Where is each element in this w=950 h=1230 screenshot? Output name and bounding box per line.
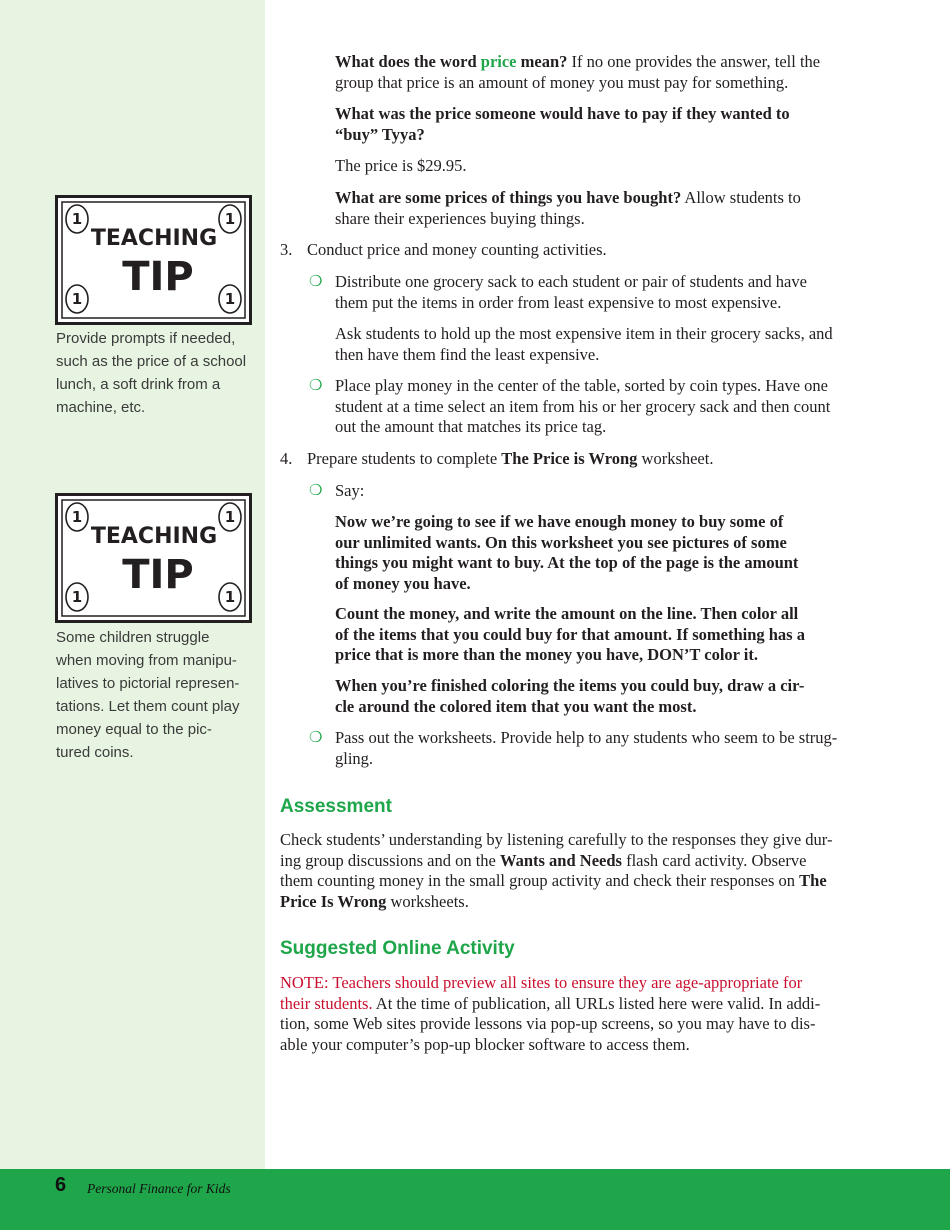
bullet-distribute-sacks: Distribute one grocery sack to each student or pair of students and have them put the items in order from least expensive to most expensive. [335, 272, 807, 312]
badge-line2: TIP [122, 254, 194, 300]
svg-text:1: 1 [71, 508, 83, 526]
ask-students-text: Ask students to hold up the most expensive item in their grocery sacks, and then have them find the least expensive. [335, 324, 833, 364]
assessment-text: Check students’ understanding by listening carefully to the responses they give dur- ing group discussions and on the Wants and Needs flash card activity. Observe them counting money in the small group activity and check their responses on The Price Is Wrong worksheets. [280, 830, 833, 911]
bullet-pass-out: Pass out the worksheets. Provide help to any students who seem to be strug- gling. [335, 728, 838, 768]
bullet-say: Say: [335, 481, 365, 500]
teaching-tip-badge [55, 493, 252, 623]
question-prices-bought: What are some prices of things you have bought? Allow students to share their experiences buying things. [335, 188, 801, 228]
step-number: 4. [280, 449, 293, 468]
step-number: 3. [280, 240, 293, 259]
svg-text:1: 1 [224, 210, 236, 228]
bullet-play-money: Place play money in the center of the table, sorted by coin types. Have one student at a time select an item from his or her grocery sack and then count out the amount that matches its price tag. [335, 376, 831, 436]
badge-line1: TEACHING [90, 524, 218, 549]
question-tyya-price: What was the price someone would have to pay if they wanted to “buy” Tyya? [335, 104, 790, 144]
assessment-heading: Assessment [280, 796, 392, 817]
svg-text:1: 1 [71, 210, 83, 228]
online-activity-text: NOTE: Teachers should preview all sites to ensure they are age-appropriate for their students. At the time of publication, all URLs listed here were valid. In addi- tion, some Web sites provide lessons via pop-up screens, so you may have to dis- able your computer’s pop-up blocker software to access them. [280, 973, 821, 1054]
say-script-2: Count the money, and write the amount on the line. Then color all of the items that you could buy for that amount. If something has a price that is more than the money you have, DON’T color it. [335, 604, 805, 664]
say-script-1: Now we’re going to see if we have enough money to buy some of our unlimited wants. On this worksheet you see pictures of some things you might want to buy. At the top of the page is the amount of money you have. [335, 512, 799, 593]
answer-price: The price is $29.95. [335, 156, 467, 175]
question-price-meaning: What does the word price mean? If no one provides the answer, tell the group that price is an amount of money you must pay for something. [335, 52, 821, 92]
bullet-icon: ❍ [309, 274, 323, 290]
bullet-icon: ❍ [309, 483, 323, 499]
badge-line2: TIP [122, 552, 194, 598]
footer-bar [0, 1169, 950, 1230]
svg-text:1: 1 [71, 588, 83, 606]
svg-text:1: 1 [71, 290, 83, 308]
teaching-tip-badge [55, 195, 252, 325]
tip-caption: Provide prompts if needed, such as the price of a school lunch, a soft drink from a machine, etc. [56, 330, 247, 416]
svg-text:1: 1 [224, 588, 236, 606]
book-title: Personal Finance for Kids [87, 1181, 231, 1196]
online-activity-heading: Suggested Online Activity [280, 938, 515, 959]
step-4-text: Prepare students to complete The Price is Wrong worksheet. [307, 449, 714, 468]
bullet-icon: ❍ [309, 730, 323, 746]
badge-line1: TEACHING [90, 226, 218, 251]
page-number: 6 [55, 1174, 67, 1196]
tip-caption: Some children struggle when moving from manipu- latives to pictorial represen- tations. Let them count play money equal to the pic- tured coins. [56, 629, 240, 761]
step-3-text: Conduct price and money counting activities. [307, 240, 607, 259]
say-script-3: When you’re finished coloring the items you could buy, draw a cir- cle around the colored item that you want the most. [335, 676, 805, 716]
bullet-icon: ❍ [309, 378, 323, 394]
svg-text:1: 1 [224, 508, 236, 526]
svg-text:1: 1 [224, 290, 236, 308]
